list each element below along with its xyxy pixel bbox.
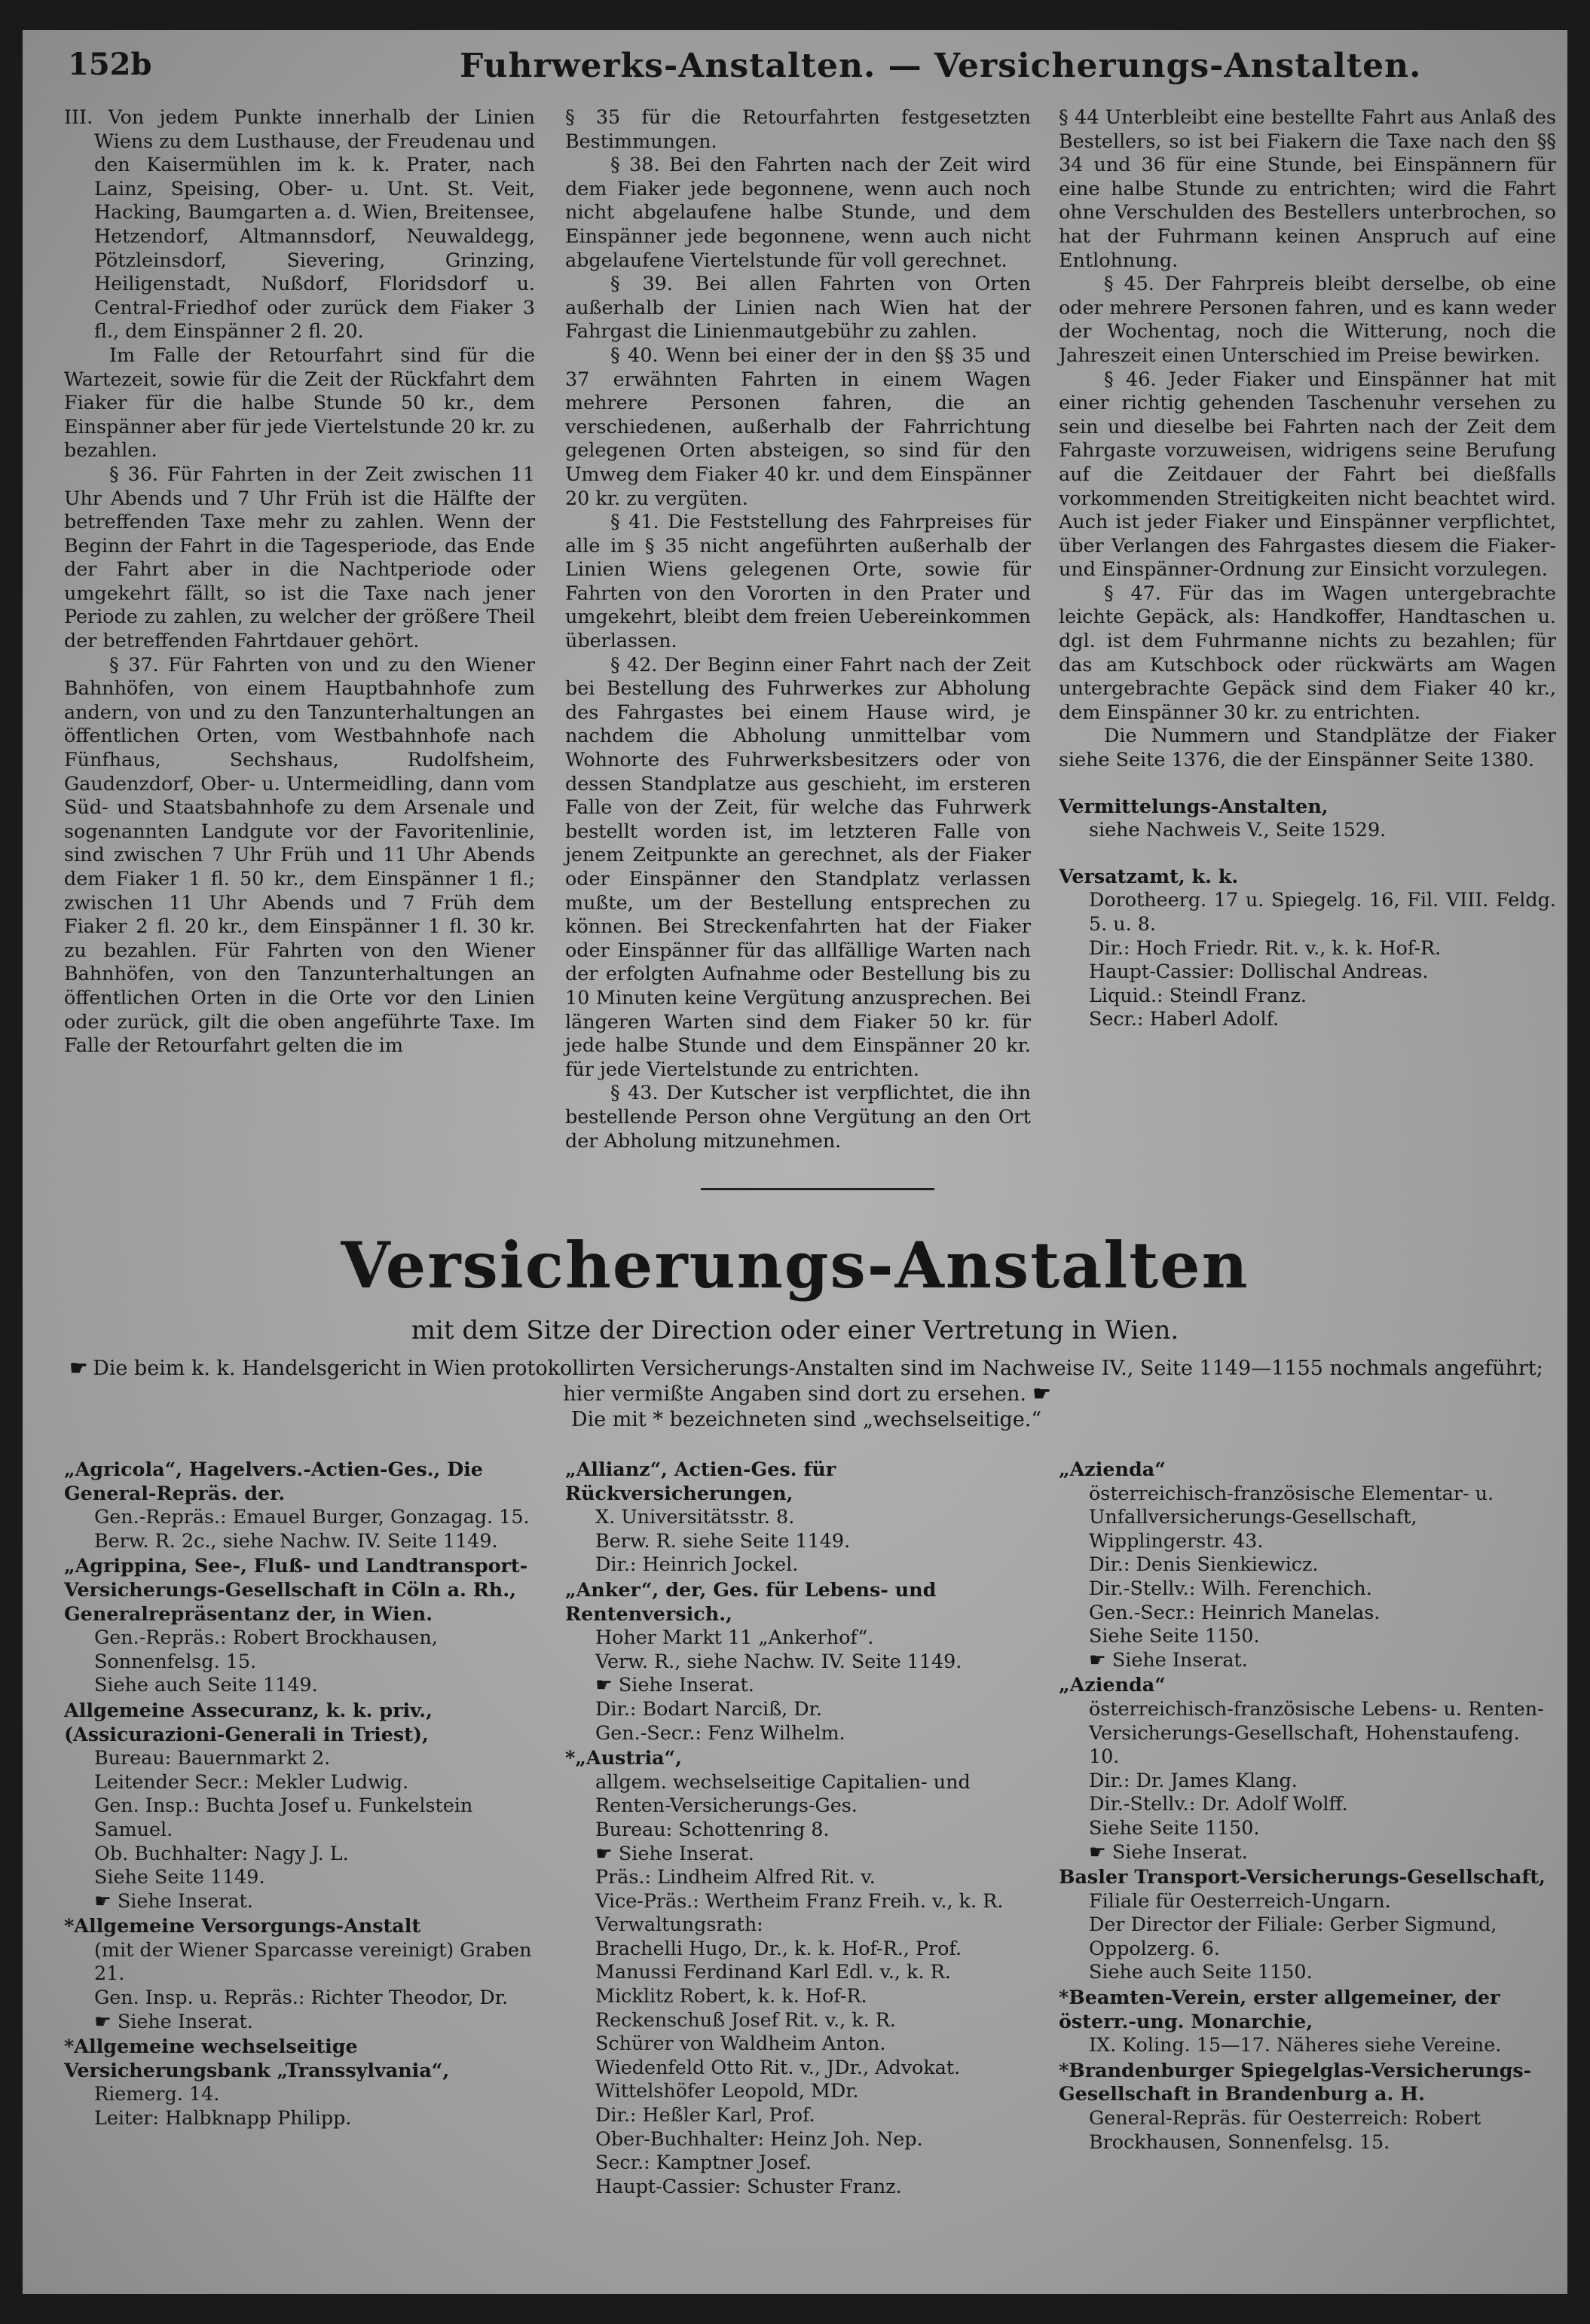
entry-name: *Brandenburger Spiegelglas-Versicherungs-Gesellschaft in Brandenburg a. H. <box>1059 2058 1532 2106</box>
entry-name: „Anker“, der, Ges. für Lebens- und Rentenversich., <box>565 1577 937 1625</box>
page-number: 152b <box>68 47 152 82</box>
entry-line: Micklitz Robert, k. k. Hof-R. <box>595 1984 867 2008</box>
entry-line: Filiale für Oesterreich-Ungarn. <box>1089 1889 1391 1912</box>
entry-line: ☛ Siehe Inserat. <box>1089 1840 1248 1863</box>
entry-line: Berw. R. 2c., siehe Nachw. IV. Seite 1149. <box>94 1528 498 1552</box>
paragraph: § 43. Der Kutscher ist verpflichtet, die ihn bestellende Person ohne Vergütung an den Ort der Abholung mitzunehmen. <box>565 1081 1031 1152</box>
entry-line: Secr.: Kamptner Josef. <box>595 2151 812 2174</box>
entry-line: Haupt-Cassier: Dollischal Andreas. <box>1089 960 1429 983</box>
paragraph: § 40. Wenn bei einer der in den §§ 35 und 37 erwähnten Fahrten in einem Wagen mehrere Personen fahren, die an verschiedenen, außerhalb der Fahrrichtung gelegenen Orten absteigen, so sind für den Umweg dem Fiaker 40 kr. und dem Einspänner 20 kr. zu vergüten. <box>565 343 1031 509</box>
insurance-entry <box>1059 1458 1556 1672</box>
paragraph: Im Falle der Retourfahrt sind für die Wartezeit, sowie für die Zeit der Rückfahrt dem Fiaker für die halbe Stunde 50 kr., dem Einspänner aber für jede Viertelstunde 20 kr. zu bezahlen. <box>64 343 535 462</box>
entry-line: Leiter: Halbknapp Philipp. <box>94 2106 352 2130</box>
bottom-column-2 <box>565 1458 1040 2200</box>
entry-line: Bureau: Bauernmarkt 2. <box>94 1746 331 1770</box>
entry-line: Berw. R. siehe Seite 1149. <box>595 1528 851 1552</box>
insurance-entry <box>64 1699 546 1913</box>
entry-line: allgem. wechselseitige Capitalien- und Renten-Versicherungs-Ges. <box>595 1770 971 1817</box>
paragraph: § 41. Die Feststellung des Fahrpreises für alle im § 35 nicht angeführten außerhalb der Linien Wiens gelegenen Orte, sowie für Fahrten von den Vororten in den Prater und umgekehrt, bleibt dem freien Uebereinkommen überlassen. <box>565 510 1031 652</box>
top-column-1 <box>64 105 535 1058</box>
entry-title: Versatzamt, k. k. <box>1059 864 1239 887</box>
entry-name: Basler Transport-Versicherungs-Gesellschaft, <box>1059 1865 1546 1889</box>
entry-name: „Allianz“, Actien-Ges. für Rückversicherungen, <box>565 1458 836 1504</box>
page-header <box>68 47 1545 99</box>
entry-line: Gen.-Secr.: Fenz Wilhelm. <box>595 1721 845 1744</box>
entry-title: Vermittelungs-Anstalten, <box>1059 794 1329 817</box>
pointing-hand-icon: ☛ <box>69 1357 87 1380</box>
entry-line: Dir.: Heßler Karl, Prof. <box>595 2103 815 2127</box>
entry-line: Reckenschuß Josef Rit. v., k. R. <box>595 2008 896 2031</box>
entry-line: österreichisch-französische Lebens- u. Renten-Versicherungs-Gesellschaft, Hohenstaufeng. 10. <box>1089 1696 1544 1768</box>
entry-name: Allgemeine Assecuranz, k. k. priv., (Assicurazioni-Generali in Triest), <box>64 1698 433 1745</box>
paragraph: III. Von jedem Punkte innerhalb der Linien Wiens zu dem Lusthause, der Freudenau und den Kaisermühlen im k. k. Prater, nach Lainz, Speising, Ober- u. Unt. St. Veit, Hacking, Baumgarten a. d. Wien, Breitensee, Hetzendorf, Altmannsdorf, Neuwaldegg, Pötzleinsdorf, Sievering, Grinzing, Heiligenstadt, Nußdorf, Floridsdorf u. Central-Friedhof oder zurück dem Fiaker 3 fl., dem Einspänner 2 fl. 20. <box>64 105 535 343</box>
entry-name: *„Austria“, <box>565 1746 682 1770</box>
insurance-entry <box>64 2035 546 2130</box>
paragraph: § 36. Für Fahrten in der Zeit zwischen 11 Uhr Abends und 7 Uhr Früh ist die Hälfte der betreffenden Taxe mehr zu zahlen. Wenn der Beginn der Fahrt in die Tagesperiode, das Ende der Fahrt aber in die Nachtperiode oder umgekehrt fällt, so ist die Taxe nach jener Periode zu zahlen, zu welcher der größere Theil der betreffenden Fahrtdauer gehört. <box>64 462 535 652</box>
section-notice <box>68 1356 1545 1433</box>
entry-line: Gen.-Secr.: Heinrich Manelas. <box>1089 1600 1381 1623</box>
entry-line: ☛ Siehe Inserat. <box>1089 1648 1248 1671</box>
bottom-column-1 <box>64 1458 546 2132</box>
entry-line: Verwaltungsrath: <box>595 1913 763 1936</box>
entry-name: „Azienda“ <box>1059 1458 1166 1480</box>
entry-line: General-Repräs. für Oesterreich: Robert Brockhausen, Sonnenfelsg. 15. <box>1089 2106 1481 2153</box>
insurance-entry <box>1059 1986 1556 2057</box>
paragraph: § 47. Für das im Wagen untergebrachte leichte Gepäck, als: Handkoffer, Handtaschen u. dgl. ist dem Fuhrmanne nichts zu bezahlen; für das am Kutschbock oder rückwärts am Wagen untergebrachte Gepäck sind dem Fiaker 40 kr., dem Einspänner 30 kr. zu entrichten. <box>1059 581 1556 723</box>
top-column-2 <box>565 105 1031 1153</box>
entry-line: ☛ Siehe Inserat. <box>595 1673 754 1696</box>
insurance-entry <box>1059 1673 1556 1864</box>
entry-line: ☛ Siehe Inserat. <box>595 1841 754 1864</box>
entry-line: Gen. Insp. u. Repräs.: Richter Theodor, Dr. <box>94 1986 509 2009</box>
entry-line: Liquid.: Steindl Franz. <box>1089 983 1307 1006</box>
insurance-entry <box>1059 1865 1556 1984</box>
paragraph: § 38. Bei den Fahrten nach der Zeit wird dem Fiaker jede begonnene, wenn auch noch nicht abgelaufene halbe Stunde, und dem Einspänner jede begonnene, wenn auch nicht abgelaufene Viertelstunde für voll gerechnet. <box>565 153 1031 271</box>
entry-name: „Agrippina, See-, Fluß- und Landtransport-Versicherungs-Gesellschaft in Cöln a. Rh., Generalrepräsentanz der, in Wien. <box>64 1554 528 1625</box>
entry-line: Haupt-Cassier: Schuster Franz. <box>595 2174 902 2197</box>
entry-line: Ob. Buchhalter: Nagy J. L. <box>94 1841 349 1864</box>
entry-line: Dir.: Dr. James Klang. <box>1089 1768 1298 1791</box>
entry-line: Hoher Markt 11 „Ankerhof“. <box>595 1626 874 1649</box>
entry-line: Riemerg. 14. <box>94 2082 220 2106</box>
entry-line: Dir.: Bodart Narciß, Dr. <box>595 1696 822 1720</box>
top-section <box>64 105 1556 1198</box>
entry-line: Verw. R., siehe Nachw. IV. Seite 1149. <box>595 1649 962 1672</box>
entry-name: *Allgemeine Versorgungs-Anstalt <box>64 1914 421 1938</box>
entry-line: Der Director der Filiale: Gerber Sigmund, Oppolzerg. 6. <box>1089 1913 1497 1959</box>
entry-line: Dir.-Stellv.: Wilh. Ferenchich. <box>1089 1576 1372 1599</box>
paragraph: § 39. Bei allen Fahrten von Orten außerhalb der Linien nach Wien hat der Fahrgast die Linienmautgebühr zu zahlen. <box>565 272 1031 343</box>
entry-line: Präs.: Lindheim Alfred Rit. v. <box>595 1865 876 1889</box>
entry-line: Siehe Seite 1149. <box>94 1865 265 1889</box>
entry-name: „Azienda“ <box>1059 1673 1166 1696</box>
top-column-3 <box>1059 105 1556 1031</box>
entry-line: ☛ Siehe Inserat. <box>94 1889 253 1912</box>
entry-line: Vice-Präs.: Wertheim Franz Freih. v., k. R. <box>595 1889 1004 1912</box>
entry-line: Dir.: Hoch Friedr. Rit. v., k. k. Hof-R. <box>1089 936 1442 959</box>
insurance-entry <box>565 1458 1040 1577</box>
insurance-entry <box>64 1458 546 1553</box>
bottom-section <box>64 1458 1556 2286</box>
paragraph: § 45. Der Fahrpreis bleibt derselbe, ob eine oder mehrere Personen fahren, und es kann weder der Wochentag, noch die Witterung, noch die Jahreszeit einen Unterschied im Preise bewirken. <box>1059 272 1556 366</box>
insurance-entry <box>64 1914 546 2033</box>
entry-name: *Allgemeine wechselseitige Versicherungsbank „Transsylvania“, <box>64 2035 450 2081</box>
insurance-entry <box>565 1746 1040 2198</box>
entry-line: Siehe Seite 1150. <box>1089 1624 1260 1648</box>
entry-line: ☛ Siehe Inserat. <box>94 2009 253 2032</box>
entry-line: Gen.-Repräs.: Robert Brockhausen, Sonnenfelsg. 15. <box>94 1626 438 1672</box>
bottom-column-3 <box>1059 1458 1556 2155</box>
entry-line: X. Universitätsstr. 8. <box>595 1505 795 1528</box>
entry-line: Schürer von Waldheim Anton. <box>595 2032 886 2055</box>
entry-line: Ober-Buchhalter: Heinz Joh. Nep. <box>595 2127 923 2150</box>
entry-line: Dir.: Heinrich Jockel. <box>595 1553 799 1576</box>
entry-line: österreichisch-französische Elementar- u. Unfallversicherungs-Gesellschaft, Wipplingerstr. 43. <box>1089 1481 1494 1552</box>
entry-line: Dorotheerg. 17 u. Spiegelg. 16, Fil. VIII. Feldg. 5. u. 8. <box>1089 888 1556 935</box>
insurance-entry <box>1059 2059 1556 2154</box>
notice-text-2: Die mit * bezeichneten sind „wechselseitige.“ <box>570 1408 1042 1431</box>
section-separator <box>701 1188 934 1190</box>
notice-text: Die beim k. k. Handelsgericht in Wien protokollirten Versicherungs-Anstalten sind im Nachweise IV., Seite 1149—1155 nochmals angeführt; hier vermißte Angaben sind dort zu ersehen. <box>93 1357 1543 1406</box>
paragraph: § 35 für die Retourfahrten festgesetzten Bestimmungen. <box>565 105 1031 152</box>
entry-line: Siehe auch Seite 1149. <box>94 1673 318 1696</box>
entry-line: Dir.-Stellv.: Dr. Adolf Wolff. <box>1089 1792 1348 1816</box>
paragraph: Die Nummern und Standplätze der Fiaker siehe Seite 1376, die der Einspänner Seite 1380. <box>1059 724 1556 771</box>
entry-line: Brachelli Hugo, Dr., k. k. Hof-R., Prof. <box>595 1936 962 1959</box>
paragraph: § 37. Für Fahrten von und zu den Wiener Bahnhöfen, von einem Hauptbahnhofe zum andern, von und zu den Tanzunterhaltungen an öffentlichen Orten, vom Westbahnhofe nach Fünfhaus, Sechshaus, Rudolfsheim, Gaudenzdorf, Ober- u. Untermeidling, dann vom Süd- und Staatsbahnhofe zu dem Arsenale und sogenannten Landgute vor der Favoritenlinie, sind zwischen 7 Uhr Früh und 11 Uhr Abends dem Fiaker 1 fl. 50 kr., dem Einspänner 1 fl.; zwischen 11 Uhr Abends und 7 Früh dem Fiaker 2 fl. 20 kr., dem Einspänner 1 fl. 30 kr. zu bezahlen. Für Fahrten von den Wiener Bahnhöfen, von den Tanzunterhaltungen an öffentlichen Orten in die Orte vor den Linien oder zurück, gilt die oben angeführte Taxe. Im Falle der Retourfahrt gelten die im <box>64 652 535 1057</box>
pointing-hand-icon: ☛ <box>1032 1382 1050 1406</box>
entry-line: Secr.: Haberl Adolf. <box>1089 1007 1280 1031</box>
paragraph: § 42. Der Beginn einer Fahrt nach der Zeit bei Bestellung des Fuhrwerkes zur Abholung des Fahrgastes bei einem Hause wird, je nachdem die Abholung unmittelbar vom Wohnorte des Fuhrwerksbesitzers oder von dessen Standplatze aus geschieht, im ersteren Falle von der Zeit, für welche das Fuhrwerk bestellt worden ist, im letzteren Falle von jenem Zeitpunkte an gerechnet, als der Fiaker oder Einspänner den Standplatz verlassen mußte, um der Bestellung entsprechen zu können. Bei Streckenfahrten hat der Fiaker oder Einspänner für das allfällige Warten nach der erfolgten Aufnahme oder Bestellung bis zu 10 Minuten keine Vergütung anzusprechen. Bei längeren Warten sind dem Fiaker 50 kr. für jede halbe Stunde und dem Einspänner 20 kr. für jede Viertelstunde zu entrichten. <box>565 652 1031 1080</box>
entry-line: IX. Koling. 15—17. Näheres siehe Vereine. <box>1089 2033 1502 2057</box>
entry-line: Wittelshöfer Leopold, MDr. <box>595 2079 859 2103</box>
paragraph: § 44 Unterbleibt eine bestellte Fahrt aus Anlaß des Bestellers, so ist bei Fiakern die Taxe nach den §§ 34 und 36 für eine Stunde, bei Einspännern für eine halbe Stunde zu entrichten; wird die Fahrt ohne Verschulden des Bestellers unterbrochen, so hat der Fuhrmann keinen Anspruch auf eine Entlohnung. <box>1059 105 1556 271</box>
insurance-entry <box>64 1554 546 1697</box>
entry-name: *Beamten-Verein, erster allgemeiner, der österr.-ung. Monarchie, <box>1059 1986 1500 2032</box>
insurance-entry <box>565 1578 1040 1745</box>
entry-line: (mit der Wiener Sparcasse vereinigt) Graben 21. <box>94 1938 532 1985</box>
section-subtitle: mit dem Sitze der Direction oder einer Vertretung in Wien. <box>411 1315 1179 1345</box>
section-title: Versicherungs-Anstalten <box>341 1228 1249 1302</box>
entry-name: „Agricola“, Hagelvers.-Actien-Ges., Die General-Repräs. der. <box>64 1458 483 1504</box>
running-title: Fuhrwerks-Anstalten. — Versicherungs-Anstalten. <box>460 47 1422 85</box>
entry-line: Siehe auch Seite 1150. <box>1089 1960 1313 1983</box>
entry-line: Bureau: Schottenring 8. <box>595 1817 830 1840</box>
entry-line: Leitender Secr.: Mekler Ludwig. <box>94 1770 409 1793</box>
entry-line: Manussi Ferdinand Karl Edl. v., k. R. <box>595 1960 951 1983</box>
entry-line: siehe Nachweis V., Seite 1529. <box>1089 818 1387 841</box>
entry-line: Siehe Seite 1150. <box>1089 1816 1260 1839</box>
paragraph: § 46. Jeder Fiaker und Einspänner hat mit einer richtig gehenden Taschenuhr versehen zu sein und dieselbe bei Fahrten nach der Zeit dem Fahrgaste vorzuweisen, widrigens seine Berufung auf die Zeitdauer der Fahrt bei dießfalls vorkommenden Streitigkeiten nicht beachtet wird. Auch ist jeder Fiaker und Einspänner verpflichtet, über Verlangen des Fahrgastes diesem die Fiaker- und Einspänner-Ordnung zur Einsicht vorzulegen. <box>1059 367 1556 581</box>
entry-line: Wiedenfeld Otto Rit. v., JDr., Advokat. <box>595 2055 961 2078</box>
entry-line: Gen.-Repräs.: Emauel Burger, Gonzagag. 15. <box>94 1505 530 1528</box>
entry-line: Dir.: Denis Sienkiewicz. <box>1089 1553 1319 1576</box>
document-page <box>23 30 1567 2294</box>
entry-line: Gen. Insp.: Buchta Josef u. Funkelstein Samuel. <box>94 1794 473 1840</box>
